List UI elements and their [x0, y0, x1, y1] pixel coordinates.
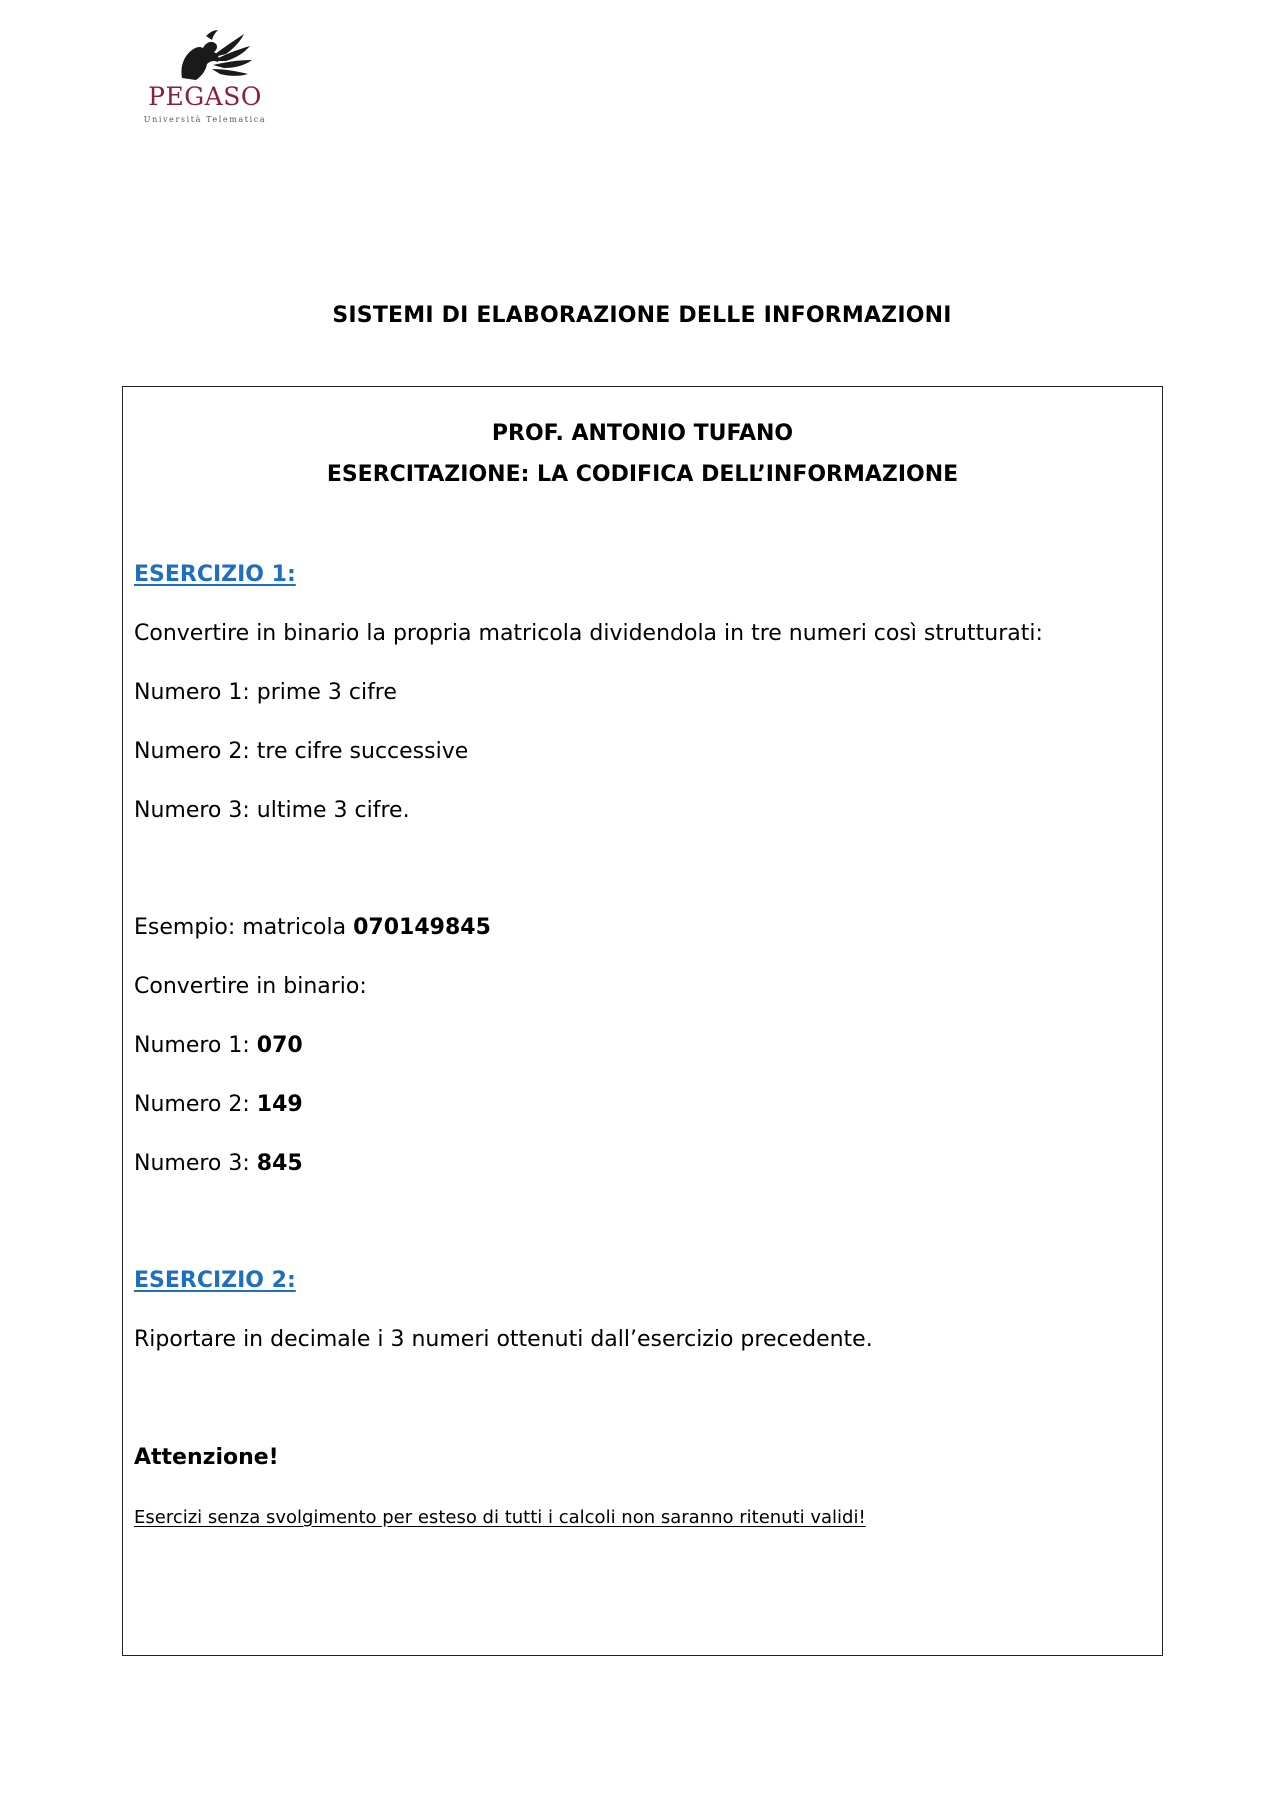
esercizio-2-text: Riportare in decimale i 3 numeri ottenuti dall’esercizio precedente.: [134, 1327, 873, 1352]
example-matricola: 070149845: [353, 915, 491, 940]
exercise-title: ESERCITAZIONE: LA CODIFICA DELL’INFORMAZIONE: [326, 462, 959, 487]
number-value: 845: [256, 1151, 303, 1176]
esercizio-1-heading-text[interactable]: ESERCIZIO 1:: [134, 562, 296, 587]
number-line: [134, 1153, 303, 1175]
number-label: Numero 3:: [134, 1151, 257, 1176]
number-label: Numero 1:: [134, 1033, 257, 1058]
esercizio-1-item: Numero 1: prime 3 cifre: [134, 680, 397, 705]
example-label: Esempio: matricola: [134, 915, 354, 940]
attention-note: Esercizi senza svolgimento per esteso di tutti i calcoli non saranno ritenuti validi!: [134, 1507, 866, 1528]
attention-note-line: [134, 1506, 866, 1528]
logo-name: PEGASO: [148, 82, 262, 111]
logo-subtitle: Università Telematica: [143, 115, 267, 124]
pegasus-icon: [140, 28, 270, 84]
esercizio-2-heading-text[interactable]: ESERCIZIO 2:: [134, 1268, 296, 1293]
document-title: SISTEMI DI ELABORAZIONE DELLE INFORMAZIONI: [332, 303, 952, 328]
number-line: [134, 1094, 303, 1116]
attention-title: Attenzione!: [134, 1445, 279, 1470]
number-value: 070: [256, 1033, 303, 1058]
number-value: 149: [256, 1092, 303, 1117]
professor-name: PROF. ANTONIO TUFANO: [491, 421, 794, 446]
number-label: Numero 2:: [134, 1092, 257, 1117]
pegaso-logo: [140, 28, 270, 133]
number-line: [134, 1035, 303, 1057]
esercizio-1-heading[interactable]: [134, 564, 296, 586]
esercizio-2-heading[interactable]: [134, 1270, 296, 1292]
esercizio-1-item: Numero 3: ultime 3 cifre.: [134, 798, 410, 823]
example-line: [134, 917, 491, 939]
convert-label: Convertire in binario:: [134, 974, 367, 999]
esercizio-1-intro: Convertire in binario la propria matricola dividendola in tre numeri così strutturati:: [134, 621, 1043, 646]
esercizio-1-item: Numero 2: tre cifre successive: [134, 739, 469, 764]
